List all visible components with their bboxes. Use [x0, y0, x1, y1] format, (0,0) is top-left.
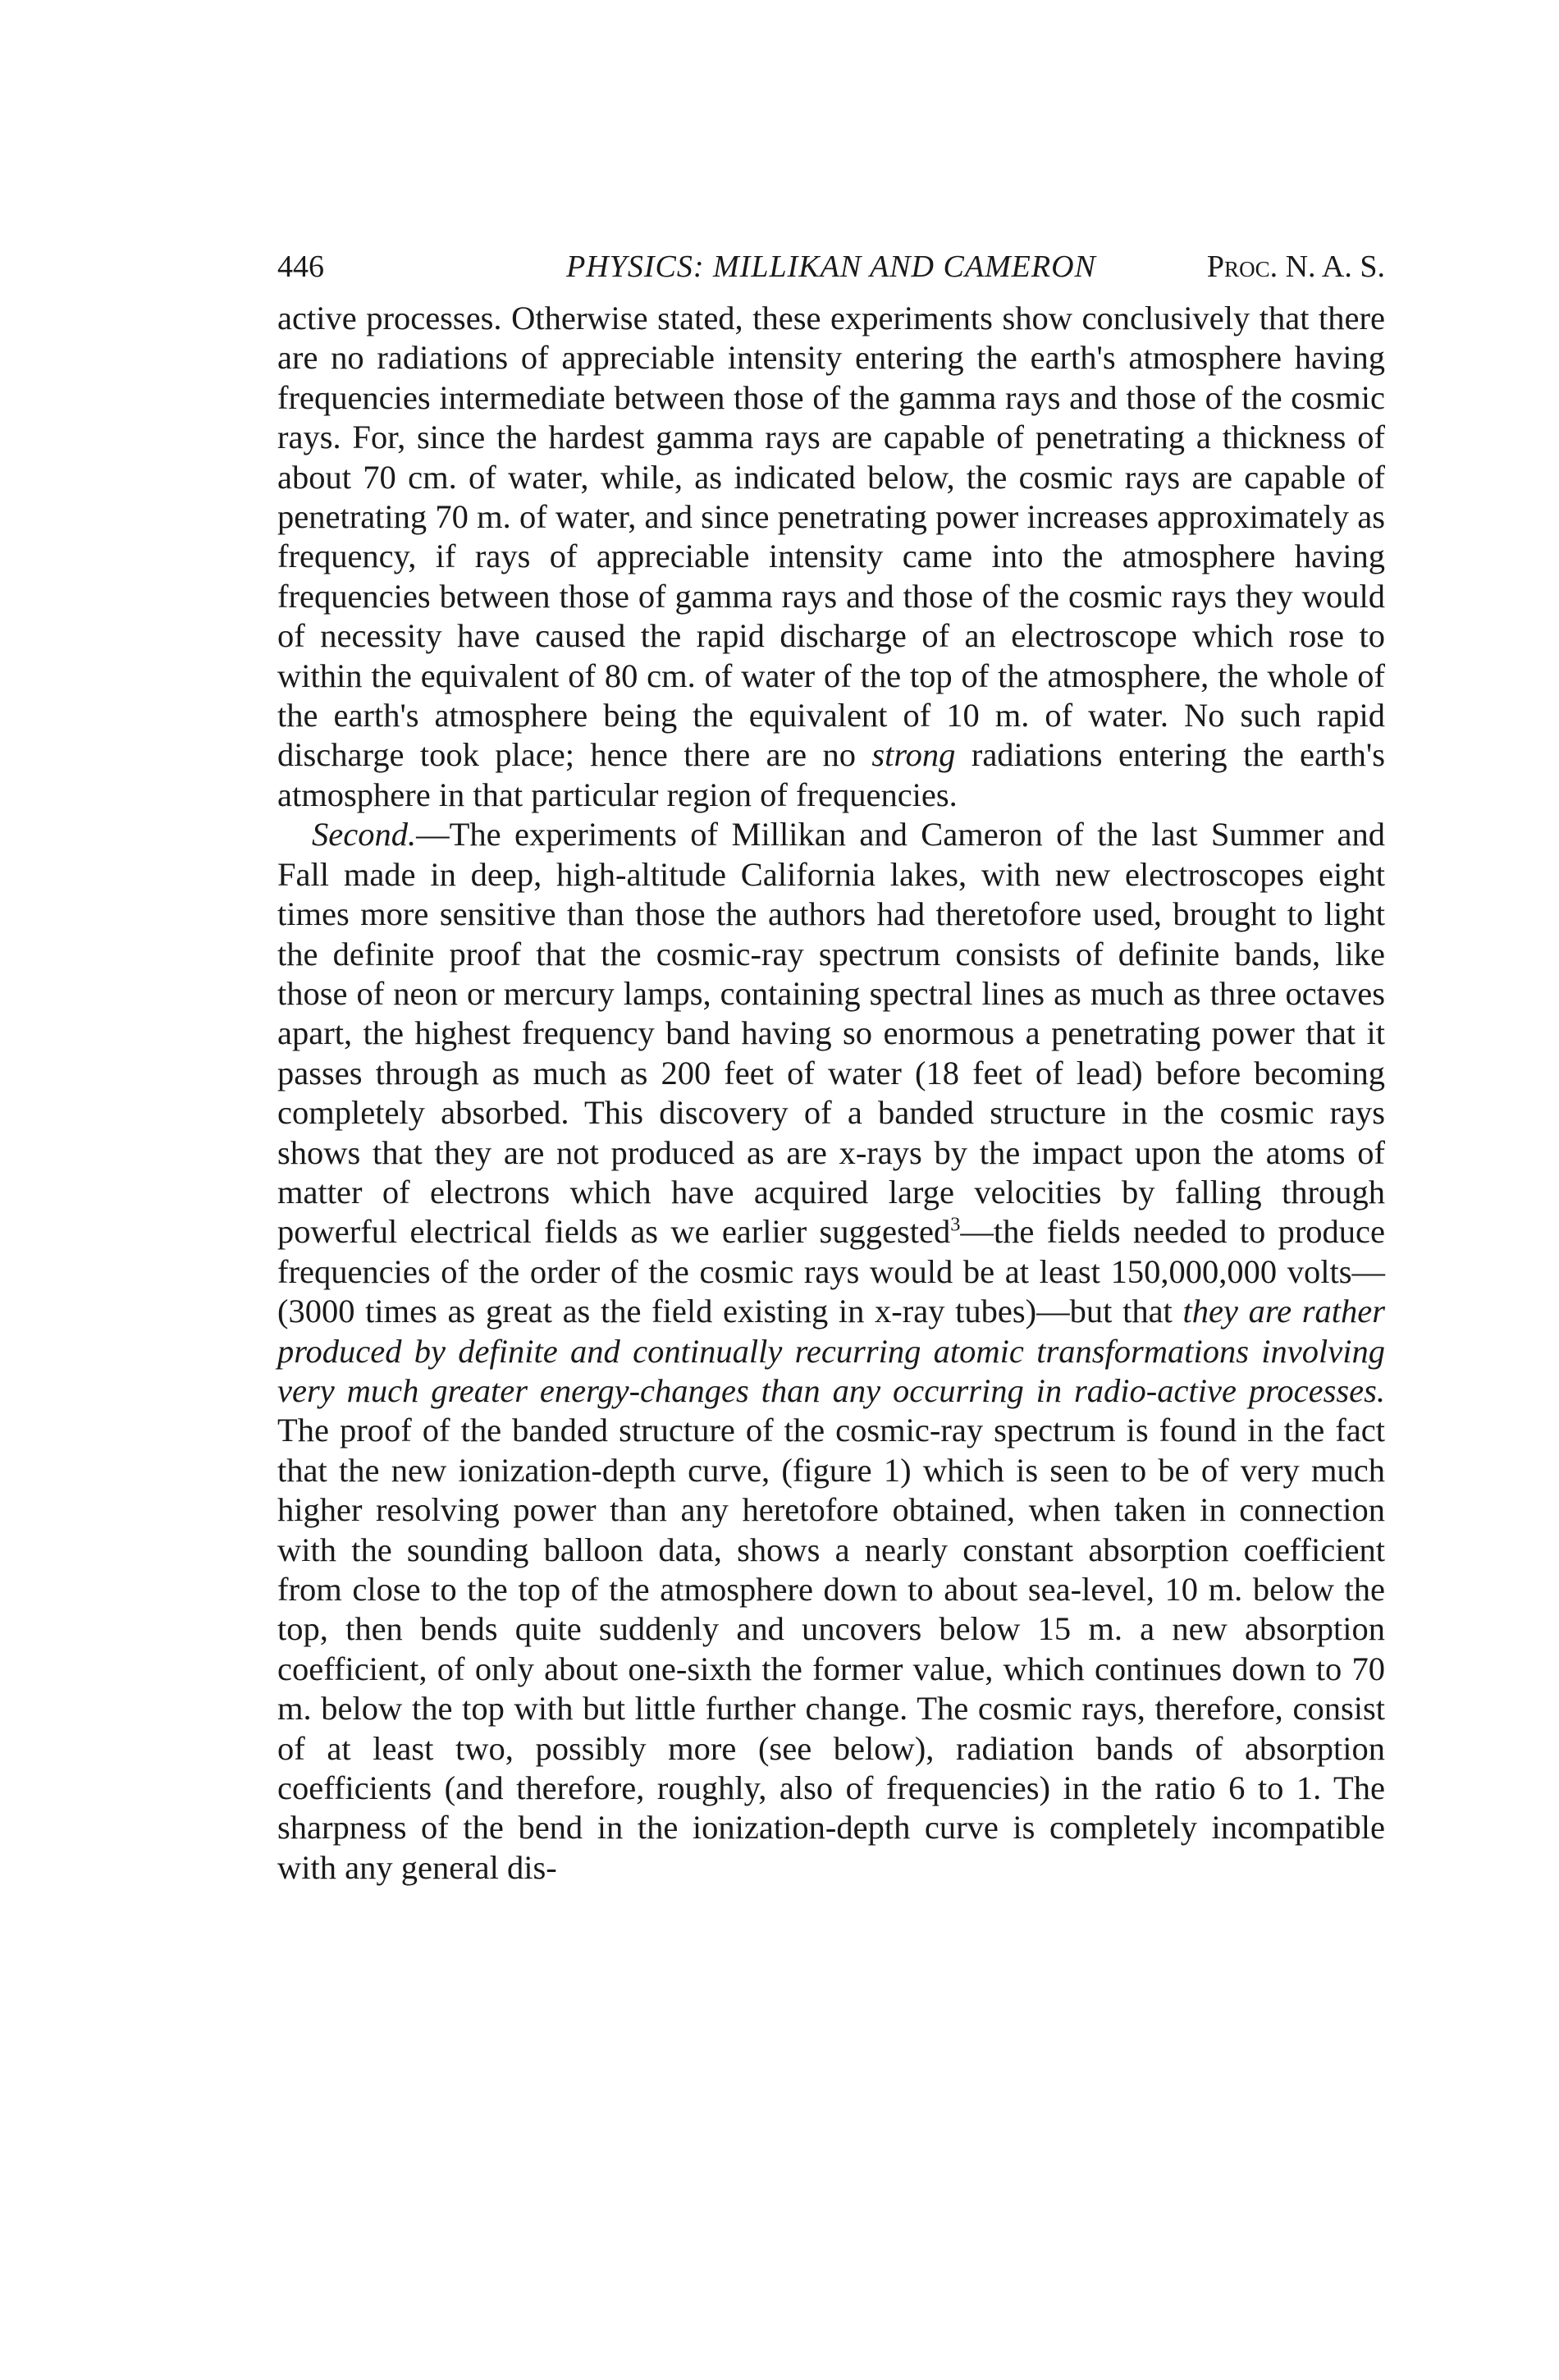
paragraph-text-end: radiations entering the earth's atmosphere in that particular region of frequencies. [277, 736, 1385, 813]
paragraph-text: —the fields needed to produce frequencies of the order of the cosmic rays would be at least 150,000,000 volts—(3000 times as great as the field existing in x-ray tubes)—but that [277, 1213, 1385, 1330]
journal-page [277, 246, 1385, 1888]
page-number: 446 [277, 249, 324, 284]
footnote-reference: 3 [950, 1213, 961, 1236]
paragraph-text: active processes. Otherwise stated, these experiments show conclusively that there are no radiations of appreciable intensity entering the earth's atmosphere having frequencies intermediate between those of the gamma rays and those of the cosmic rays. For, since the hardest gamma rays are capable of penetrating a thickness of about 70 cm. of water, while, as indicated below, the cosmic rays are capable of penetrating 70 m. of water, and since penetrating power increases approximately as frequency, if rays of appreciable intensity came into the atmosphere having frequencies between those of gamma rays and those of the cosmic rays they would of necessity have caused the rapid discharge of an electroscope which rose to within the equivalent of 80 cm. of water of the top of the atmosphere, the whole of the earth's atmosphere being the equivalent of 10 m. of water. No such rapid discharge took place; hence there are no [277, 300, 1385, 774]
paragraph-second [277, 815, 1385, 1888]
running-title: PHYSICS: MILLIKAN AND CAMERON [566, 249, 1096, 284]
paragraph-continued [277, 299, 1385, 815]
article-body [277, 299, 1385, 1888]
paragraph-text: The proof of the banded structure of the cosmic-ray spectrum is found in the fact that the new ionization-depth curve, (figure 1) which is seen to be of very much higher resolving power than any heretofore obtained, when taken in connection with the sounding balloon data, shows a nearly constant absorption coefficient from close to the top of the atmosphere down to about sea-level, 10 m. below the top, then bends quite suddenly and uncovers below 15 m. a new absorption coefficient, of only about one-sixth the former value, which continues down to 70 m. below the top with but little further change. The cosmic rays, therefore, consist of at least two, possibly more (see below), radiation bands of absorption coefficients (and therefore, roughly, also of frequencies) in the ratio 6 to 1. The sharpness of the bend in the ionization-depth curve is completely incompatible with any general dis- [277, 1412, 1385, 1886]
paragraph-text: —The experiments of Millikan and Cameron of the last Summer and Fall made in deep, high-altitude California lakes, with new electroscopes eight times more sensitive than those the authors had theretofore used, brought to light the definite proof that the cosmic-ray spectrum consists of definite bands, like those of neon or mercury lamps, containing spectral lines as much as three octaves apart, the highest frequency band having so enormous a penetrating power that it passes through as much as 200 feet of water (18 feet of lead) before becoming completely absorbed. This discovery of a banded structure in the cosmic rays shows that they are not produced as are x-rays by the impact upon the atoms of matter of electrons which have acquired large velocities by falling through powerful electrical fields as we earlier suggested [277, 816, 1385, 1251]
italic-statement: they are rather produced by definite and continually recurring atomic transformations involving very much greater energy-changes than any occurring in radio-active processes. [277, 1293, 1386, 1409]
emphasized-word: strong [871, 736, 956, 774]
section-lead: Second. [312, 816, 417, 854]
running-header [277, 246, 1385, 287]
journal-reference: Proc. N. A. S. [1206, 249, 1385, 284]
